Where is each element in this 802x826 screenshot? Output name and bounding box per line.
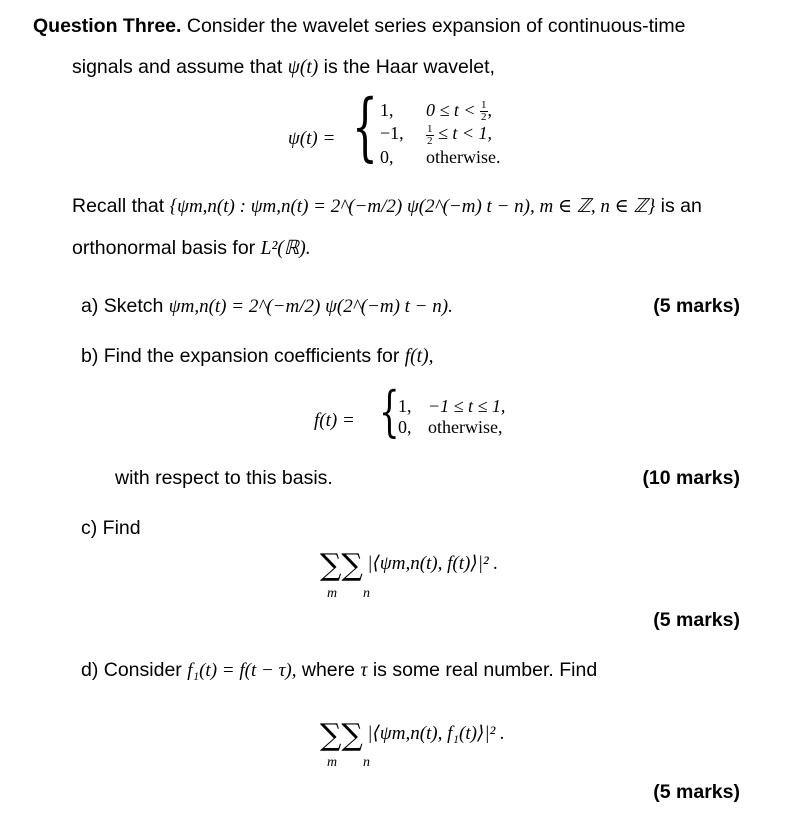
haar-brace: {: [352, 84, 378, 170]
haar-cases: [380, 100, 500, 168]
intro-line-2: [72, 56, 495, 79]
part-d: d) Consider f₁(t) = f(t − τ), where τ is some real number. Find: [81, 659, 598, 681]
intro-text-b: is the Haar wavelet,: [323, 56, 495, 78]
haar-row-1: 1, 0 ≤ t < $\frac{1}{2}$ ,: [380, 99, 493, 124]
part-a: a) Sketch ψm,n(t) = 2^(−m/2) ψ(2^(−m) t − n).: [81, 295, 453, 317]
f-brace: {: [379, 380, 400, 443]
part-a-expression: ψm,n(t) = 2^(−m/2) ψ(2^(−m) t − n).: [168, 296, 453, 317]
tau: τ: [360, 660, 368, 681]
intro-line-1: Consider the wavelet series expansion of continuous-time: [186, 15, 686, 37]
fraction-half: $\frac{1}{2}$: [481, 99, 487, 124]
sum-index-n: n: [363, 586, 370, 601]
part-d-marks: (5 marks): [653, 781, 740, 803]
recall-line-1: [72, 195, 702, 218]
sigma-icon: ∑∑: [320, 548, 363, 583]
sum-index-m: m: [327, 755, 338, 770]
question-heading-line: [33, 15, 685, 38]
f-row-1: 1, −1 ≤ t ≤ 1,: [398, 396, 506, 416]
haar-row-3: 0, otherwise.: [380, 146, 501, 167]
haar-lhs: ψ(t) =: [288, 128, 336, 149]
l2-space: L²(ℝ).: [260, 238, 311, 259]
part-c-sum: ∑∑ |⟨ψm,n(t), f(t)⟩|² .: [320, 548, 499, 583]
recall-set: {ψm,n(t) : ψm,n(t) = 2^(−m/2) ψ(2^(−m) t − n), m ∈ ℤ, n ∈ ℤ}: [169, 196, 656, 217]
part-b-marks: (10 marks): [642, 467, 740, 489]
intro-text-a: signals and assume that: [72, 56, 283, 78]
sum-index-m: m: [327, 586, 338, 601]
part-d-sum: ∑∑ |⟨ψm,n(t), f₁(t)⟩|² .: [320, 718, 505, 753]
part-a-marks: (5 marks): [653, 295, 740, 317]
fraction-half: $\frac{1}{2}$: [427, 122, 433, 147]
f-cases: [398, 396, 505, 438]
question-title: Question Three.: [33, 15, 182, 37]
part-d-expression: f₁(t) = f(t − τ),: [187, 660, 297, 681]
part-c-marks: (5 marks): [653, 609, 740, 631]
part-b-f: f(t),: [404, 346, 434, 367]
haar-row-2: −1, $\frac{1}{2}$ ≤ t < 1,: [380, 122, 493, 147]
psi-t: ψ(t): [287, 57, 319, 78]
f-row-2: 0, otherwise,: [398, 417, 503, 437]
sigma-icon: ∑∑: [320, 718, 363, 753]
part-b: b) Find the expansion coefficients for f(t),: [81, 345, 434, 367]
part-c: c) Find: [81, 517, 141, 539]
recall-text-b: is an: [660, 195, 702, 217]
part-b-tail: with respect to this basis.: [115, 467, 333, 489]
recall-text-a: Recall that: [72, 195, 165, 217]
recall-line-2: orthonormal basis for L²(ℝ).: [72, 237, 311, 259]
sum-index-n: n: [363, 755, 370, 770]
f-lhs: f(t) =: [314, 410, 355, 431]
